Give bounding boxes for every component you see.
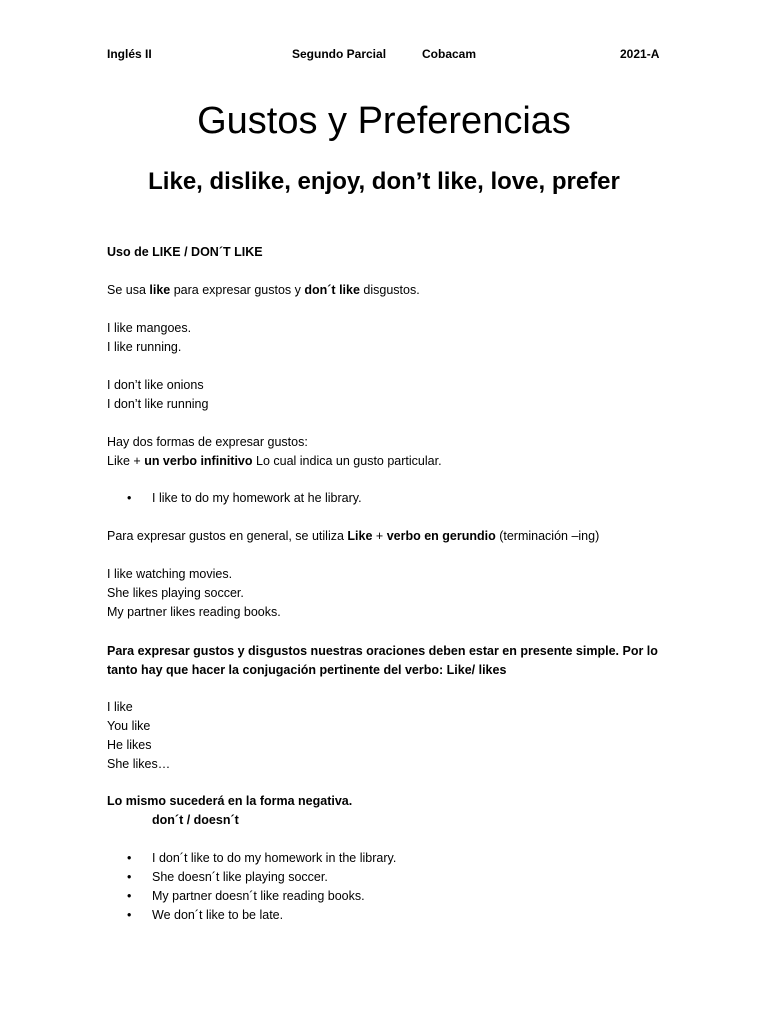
list-item: I like to do my homework at he library. (152, 491, 362, 505)
list-item: She doesn´t like playing soccer. (152, 870, 328, 884)
bullet-marker: • (127, 491, 132, 505)
header-course: Inglés II (107, 47, 152, 61)
bullet-marker: • (127, 870, 132, 884)
example-line: I like running. (107, 340, 182, 354)
page-title: Gustos y Preferencias (197, 100, 571, 142)
example-line: I like watching movies. (107, 567, 233, 581)
page-subtitle: Like, dislike, enjoy, don’t like, love, prefer (148, 168, 620, 195)
example-line: She likes playing soccer. (107, 586, 244, 600)
conjugation-line: I like (107, 700, 133, 714)
conjugation-line: He likes (107, 738, 152, 752)
text-run: Lo cual indica un gusto particular. (252, 454, 442, 468)
bullet-marker: • (127, 908, 132, 922)
negative-subheading: don´t / doesn´t (152, 813, 239, 827)
present-simple-note: Para expresar gustos y disgustos nuestras oraciones deben estar en presente simple. Por lo tanto hay que hacer la conjugación pertinente del verbo: Like/ likes (107, 644, 658, 677)
text-run: para expresar gustos y (170, 283, 305, 297)
header-exam: Segundo Parcial (292, 47, 387, 61)
conjugation-line: She likes… (107, 757, 171, 771)
paragraph-like-usage (107, 283, 420, 297)
text-run: + (372, 529, 387, 543)
header-period: 2021-A (620, 47, 660, 61)
paragraph-gerund (107, 529, 599, 543)
forms-intro: Hay dos formas de expresar gustos: (107, 435, 308, 449)
example-line: I like mangoes. (107, 321, 192, 335)
text-run-bold: un verbo infinitivo (144, 454, 253, 468)
list-item: My partner doesn´t like reading books. (152, 889, 365, 903)
text-run-bold: Like (347, 529, 373, 543)
text-run: Se usa (107, 283, 150, 297)
list-item: I don´t like to do my homework in the library. (152, 851, 397, 865)
text-run: disgustos. (359, 283, 420, 297)
header-school: Cobacam (422, 47, 477, 61)
text-run-bold: don´t like (304, 283, 360, 297)
list-item: We don´t like to be late. (152, 908, 284, 922)
bullet-marker: • (127, 851, 132, 865)
example-line: My partner likes reading books. (107, 605, 281, 619)
negative-heading: Lo mismo sucederá en la forma negativa. (107, 794, 353, 808)
section-heading: Uso de LIKE / DON´T LIKE (107, 245, 263, 259)
text-run-bold: like (149, 283, 171, 297)
text-run: Like + (107, 454, 145, 468)
text-run-bold: verbo en gerundio (386, 529, 496, 543)
example-line: I don’t like running (107, 397, 209, 411)
form-infinitive (107, 454, 442, 468)
example-line: I don’t like onions (107, 378, 204, 392)
bullet-marker: • (127, 889, 132, 903)
text-run: Para expresar gustos en general, se utiliza (107, 529, 348, 543)
conjugation-line: You like (107, 719, 151, 733)
text-run: (terminación –ing) (495, 529, 600, 543)
